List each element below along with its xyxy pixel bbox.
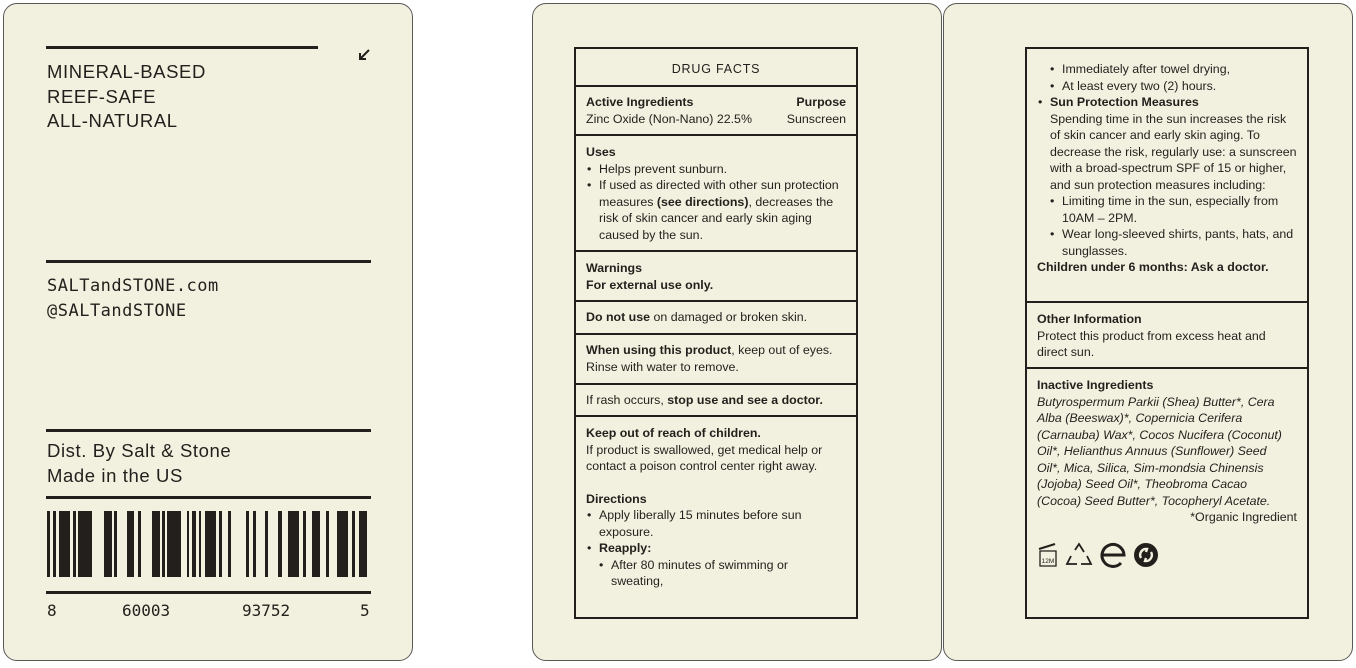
text: Do not use	[586, 310, 651, 324]
uses-section	[576, 136, 856, 252]
purpose: Sunscreen	[786, 111, 846, 126]
claim: MINERAL-BASED	[47, 61, 206, 82]
text: If used as directed with other sun protection measures	[599, 178, 839, 209]
barcode-digit: 60003	[122, 601, 171, 620]
list-item: • Wear long-sleeved shirts, pants, hats, and sunglasses.	[1049, 226, 1297, 259]
drug-facts-continued-panel	[943, 3, 1353, 661]
pao-label: 12M	[1041, 557, 1055, 565]
certification-icons	[1037, 526, 1297, 568]
barcode-digit: 93752	[242, 601, 291, 620]
drug-facts-title: DRUG FACTS	[576, 49, 856, 87]
barcode-bar	[219, 511, 222, 577]
list-item: • Helps prevent sunburn.	[586, 161, 846, 178]
barcode-bar	[312, 511, 320, 577]
social-handle: @SALTandSTONE	[47, 300, 187, 321]
text: , keep out of eyes. Rinse with water to remove.	[586, 343, 833, 374]
list-item	[1037, 94, 1297, 193]
barcode-bar	[187, 511, 189, 577]
divider	[46, 496, 371, 499]
barcode-bar	[59, 511, 70, 577]
barcode-bar	[246, 511, 249, 577]
barcode-bar	[265, 511, 268, 577]
barcode-digit: 8	[47, 601, 57, 620]
barcode-bar	[352, 511, 355, 577]
text: (see directions)	[656, 194, 749, 209]
inactive-title: Inactive Ingredients	[1037, 378, 1154, 392]
barcode-bar	[104, 511, 112, 577]
children-warning: Children under 6 months: Ask a doctor.	[1037, 260, 1269, 274]
barcode-bar	[138, 511, 141, 577]
warnings-section	[576, 252, 856, 302]
barcode-bar	[303, 511, 306, 577]
barcode-bar	[167, 511, 181, 577]
green-dot-icon	[1133, 542, 1159, 568]
barcode-bar	[192, 511, 196, 577]
drug-facts-box	[574, 47, 858, 619]
other-info-section	[1027, 303, 1307, 369]
barcode-bar	[53, 511, 56, 577]
barcode	[47, 511, 371, 577]
do-not-use-section	[576, 302, 856, 335]
list-item: • Apply liberally 15 minutes before sun exposure.	[586, 507, 846, 540]
divider	[46, 591, 371, 594]
barcode-bar	[359, 511, 367, 577]
active-ingredient: Zinc Oxide (Non-Nano) 22.5%	[586, 111, 752, 126]
claim: REEF-SAFE	[47, 85, 157, 107]
barcode-bar	[78, 511, 92, 577]
barcode-bar	[228, 511, 231, 577]
barcode-bar	[288, 511, 299, 577]
text: When using this product	[586, 343, 732, 357]
barcode-bar	[127, 511, 134, 577]
front-label-panel	[3, 3, 413, 661]
barcode-bar	[199, 511, 201, 577]
list-item: • At least every two (2) hours.	[1049, 78, 1297, 95]
sun-text: Spending time in the sun increases the risk of skin cancer and early skin aging. To decrease the risk, regularly use: a sunscreen with a broad-spectrum SPF of 15 or higher, and sun protection measures including:	[1050, 111, 1297, 192]
text: Reapply:	[599, 541, 652, 555]
when-using-section	[576, 335, 856, 385]
organic-note: *Organic Ingredient	[1190, 510, 1297, 524]
claims	[47, 60, 206, 134]
keep-out-section	[576, 417, 856, 590]
inactive-text: Butyrospermum Parkii (Shea) Butter*, Cera Alba (Beeswax)*, Copernicia Cerifera (Carnauba) Wax*, Cocos Nucifera (Coconut) Oil*, Helianthus Annuus (Sunflower) Seed Oil*, Mica, Silica, Sim-mondsia Chinensis (Jojoba) Seed Oil*, Theobroma Cacao (Cocoa) Seed Butter*, Tocopheryl Acetate.	[1037, 394, 1282, 508]
list-item	[586, 540, 846, 557]
warnings-title: Warnings	[586, 261, 642, 275]
barcode-bar	[205, 511, 216, 577]
list-item: • After 80 minutes of swimming or sweating,	[598, 557, 846, 590]
barcode-bar	[162, 511, 165, 577]
directions-continued-section	[1027, 49, 1307, 303]
rash-section	[576, 385, 856, 417]
purpose-header: Purpose	[796, 95, 846, 109]
list-item	[586, 177, 846, 243]
drug-facts-panel	[532, 3, 942, 661]
arrow-down-left-icon	[358, 49, 370, 61]
barcode-bar	[253, 511, 256, 577]
barcode-bar	[152, 511, 160, 577]
barcode-digit: 5	[360, 601, 370, 620]
text: Sun Protection Measures	[1050, 95, 1199, 109]
uses-title: Uses	[586, 145, 616, 159]
divider	[46, 46, 318, 49]
barcode-bar	[337, 511, 348, 577]
text: , decreases the risk of skin cancer and early skin aging caused by the sun.	[599, 194, 834, 242]
barcode-bar	[47, 511, 50, 577]
list-item: • Limiting time in the sun, especially from 10AM – 2PM.	[1049, 193, 1297, 226]
origin: Made in the US	[47, 464, 183, 486]
website: SALTandSTONE.com	[47, 276, 219, 296]
drug-facts-continued-box	[1025, 47, 1309, 619]
text: on damaged or broken skin.	[650, 310, 808, 324]
other-text: Protect this product from excess heat and direct sun.	[1037, 328, 1266, 359]
list-item: • Immediately after towel drying,	[1049, 61, 1297, 78]
active-header: Active Ingredients	[586, 95, 694, 109]
recycle-icon	[1065, 542, 1093, 568]
barcode-bar	[114, 511, 117, 577]
divider	[46, 260, 371, 263]
distribution	[47, 439, 231, 488]
inactive-section	[1027, 369, 1307, 568]
directions-title: Directions	[586, 491, 647, 506]
barcode-bar	[326, 511, 329, 577]
estimated-sign-icon	[1099, 542, 1127, 568]
other-title: Other Information	[1037, 312, 1142, 326]
claim: ALL-NATURAL	[47, 110, 178, 131]
warnings-text: For external use only.	[586, 277, 714, 292]
barcode-bar	[73, 511, 76, 577]
distributor: Dist. By Salt & Stone	[47, 440, 232, 461]
contact	[47, 274, 219, 323]
text: stop use and see a doctor.	[667, 393, 823, 407]
period-after-opening-icon	[1037, 542, 1059, 568]
divider	[46, 429, 371, 432]
active-ingredients-section	[576, 87, 856, 136]
keep-out-text: If product is swallowed, get medical help or contact a poison control center right away.	[586, 442, 823, 473]
text: If rash occurs,	[586, 393, 668, 407]
barcode-bar	[278, 511, 282, 577]
keep-out-title: Keep out of reach of children.	[586, 426, 761, 440]
